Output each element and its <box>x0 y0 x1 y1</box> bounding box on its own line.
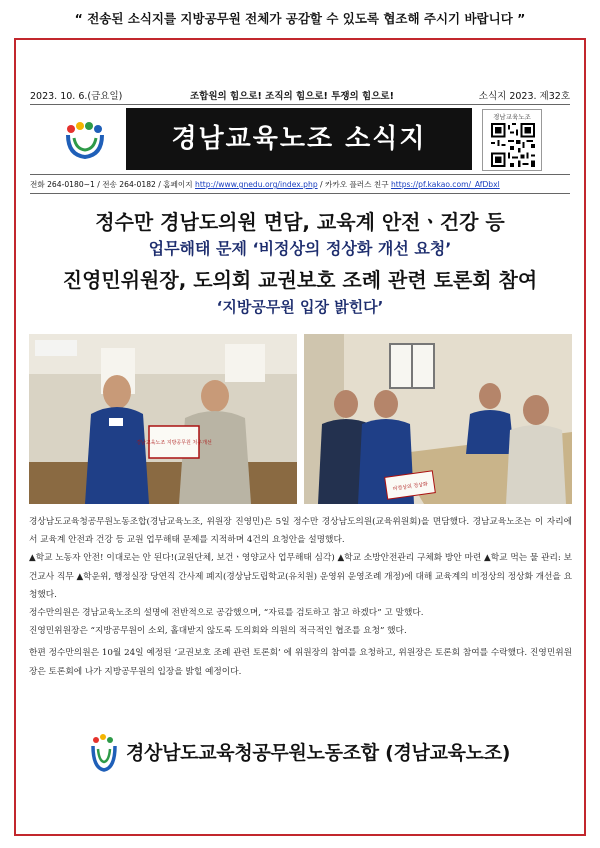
subheadline-2: ‘지방공무원 입장 밝힌다’ <box>216 298 384 316</box>
article-paragraph-3: 정수만의원은 경남교육노조의 설명에 전반적으로 공감했으며, “자료를 검토하고 참고 하겠다” 고 말했다. <box>29 608 424 619</box>
masthead <box>30 104 570 172</box>
article-paragraph-4: 진영민위원장은 “지방공무원이 소외, 홀대받지 않도록 도의회와 의원의 적극적인 협조를 요청” 했다. <box>29 626 407 637</box>
footer <box>90 728 520 778</box>
article-body <box>29 513 572 681</box>
kakao-link[interactable]: https://pf.kakao.com/_AfDbxl <box>390 180 500 189</box>
photo1-sign-text: 경남교육노조 지방공무원 처우개선 <box>136 440 212 446</box>
subheadline-1: 업무해태 문제 ‘비정상의 정상화 개선 요청’ <box>148 239 452 258</box>
qr-label: 경남교육노조 <box>493 113 531 121</box>
union-slogan: 조합원의 힘으로! 조직의 힘으로! 투쟁의 힘으로! <box>190 91 394 102</box>
photo-meeting-table <box>304 334 572 504</box>
kakao-label: / 카카오 플러스 친구 <box>317 180 391 189</box>
issue-number: 소식지 2023. 제32호 <box>478 91 570 102</box>
photo-meeting-handshake <box>29 334 297 504</box>
headline-1: 정수만 경남도의원 면담, 교육계 안전ㆍ건강 등 <box>95 210 505 234</box>
newsletter-title: 경남교육노조 소식지 <box>126 108 472 170</box>
article-paragraph-5: 한편 정수만의원은 10월 24일 예정된 ‘교권보호 조례 관련 토론회’ 에 위원장의 참여를 요청하고, 위원장은 토론회 참여를 수락했다. 진영민위원장은 토론회에 나가 지방공무원의 입장을 밝힐 예정이다. <box>29 648 572 677</box>
headline-2: 진영민위원장, 도의회 교권보호 조례 관련 토론회 참여 <box>62 268 538 292</box>
issue-date: 2023. 10. 6.(금요일) <box>30 91 123 102</box>
photo2-paper-text: 비정상의 정상화 <box>392 481 429 493</box>
contact-row <box>30 174 570 194</box>
phone-info: 전화 264-0180~1 / 전송 264-0182 / 홈페이지 <box>30 180 196 189</box>
qr-code-icon[interactable] <box>491 123 535 167</box>
qr-block[interactable] <box>482 109 542 171</box>
union-logo-icon <box>62 121 108 161</box>
union-name: 경상남도교육청공무원노동조합 (경남교육노조) <box>126 742 511 764</box>
homepage-link[interactable]: http://www.gnedu.org/index.php <box>195 180 318 189</box>
cooperation-banner: “ 전송된 소식지를 지방공무원 전체가 공감할 수 있도록 협조해 주시기 바랍니다 ” <box>74 11 526 26</box>
union-logo-icon <box>90 734 118 774</box>
article-paragraph-1: 경상남도교육청공무원노동조합(경남교육노조, 위원장 진영민)은 5일 정수만 경상남도의원(교육위원회)을 면담했다. 경남교육노조는 이 자리에서 교육계 안전과 건강 등 교원 업무해태 문제를 지적하며 4건의 요청안을 설명했다. <box>29 517 572 546</box>
article-paragraph-2: ▲학교 노동자 안전! 이대로는 안 된다!(교원단체, 보건ㆍ영양교사 업무해태 심각) ▲학교 소방안전관리 구체화 방안 마련 ▲학교 먹는 물 관리: 보건교사 직무 ▲학운위, 행정실장 당연직 간사제 폐지(경상남도립학교(유치원) 운영위 운영조례 개정)에 대해 교육계의 비정상의 정상화 개선을 요청했다. <box>29 553 572 600</box>
